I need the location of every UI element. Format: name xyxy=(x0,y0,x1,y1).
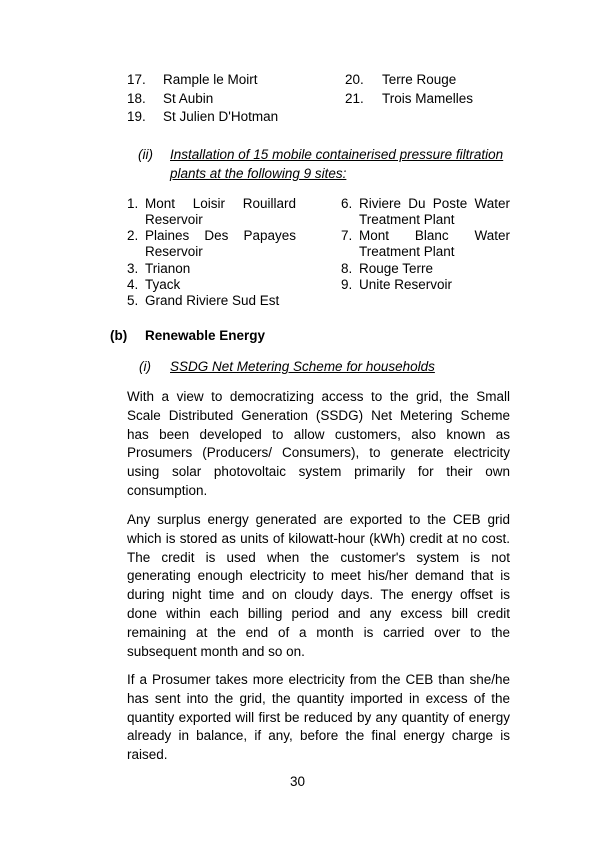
site-number: 2. xyxy=(127,228,139,243)
site-name-line2: Treatment Plant xyxy=(359,244,455,259)
site-name: Rouge Terre xyxy=(359,261,434,276)
site-name: Trianon xyxy=(145,261,191,276)
list-item: Trois Mamelles xyxy=(382,91,474,106)
paragraph-line: subsequent month and so on. xyxy=(127,643,305,659)
site-name-line2: Reservoir xyxy=(145,244,203,259)
site-number: 9. xyxy=(341,277,353,292)
body-paragraph xyxy=(127,511,510,661)
site-name-line2: Treatment Plant xyxy=(359,212,455,227)
site-name-line1: Riviere Du Poste Water xyxy=(359,196,510,211)
paragraph-line: Prosumers (Producers/ Consumers), to generate electricity xyxy=(127,445,510,461)
list-item: St Aubin xyxy=(163,91,214,106)
subsection-marker: (ii) xyxy=(138,147,153,162)
paragraph-line: remaining at the end of a month is carried over to the xyxy=(127,624,510,640)
paragraph-line: consumption. xyxy=(127,482,208,498)
paragraph-line: has sent into the grid, the quantity imported in excess of the xyxy=(127,690,510,706)
paragraph-line: raised. xyxy=(127,747,168,763)
paragraph-line: during night time and on cloudy days. The energy offset is xyxy=(127,587,510,603)
list-item: St Julien D'Hotman xyxy=(163,109,279,124)
section-title: Renewable Energy xyxy=(145,328,266,343)
subsection-title: SSDG Net Metering Scheme for households xyxy=(170,359,435,374)
site-number: 7. xyxy=(341,228,353,243)
subsection-title-line2: plants at the following 9 sites: xyxy=(170,166,347,181)
list-number: 21. xyxy=(345,91,364,106)
paragraph-line: Any surplus energy generated are exported to the CEB grid xyxy=(127,512,510,527)
site-name-line2: Reservoir xyxy=(145,212,203,227)
paragraph-line: If a Prosumer takes more electricity from the CEB than she/he xyxy=(127,672,510,687)
site-name: Grand Riviere Sud Est xyxy=(145,293,280,308)
body-paragraph xyxy=(127,388,510,501)
site-name-line1: Mont Blanc Water xyxy=(359,228,510,243)
subsection-title-line1: Installation of 15 mobile containerised pressure filtration xyxy=(170,147,504,162)
paragraph-line: generating enough electricity to meet his/her demand that is xyxy=(127,568,510,584)
body-paragraph xyxy=(127,671,510,765)
list-number: 18. xyxy=(127,91,146,106)
page-number: 30 xyxy=(290,774,306,789)
site-name-line1: Plaines Des Papayes xyxy=(145,228,296,243)
paragraph-line: has been developed to allow customers, also known as xyxy=(127,426,510,442)
site-number: 8. xyxy=(341,261,353,276)
list-number: 19. xyxy=(127,109,146,124)
site-number: 6. xyxy=(341,196,353,211)
subsection-marker: (i) xyxy=(139,359,151,374)
site-name-line1: Mont Loisir Rouillard xyxy=(145,196,296,211)
paragraph-line: Scale Distributed Generation (SSDG) Net Metering Scheme xyxy=(127,407,510,423)
list-number: 17. xyxy=(127,72,146,87)
paragraph-line: done within each billing period and any excess bill credit xyxy=(127,605,510,621)
site-number: 5. xyxy=(127,293,139,308)
site-name: Tyack xyxy=(145,277,181,292)
paragraph-line: The credit is used when the customer's system is not xyxy=(127,549,510,565)
site-name: Unite Reservoir xyxy=(359,277,453,292)
paragraph-line: With a view to democratizing access to the grid, the Small xyxy=(127,389,510,404)
site-number: 3. xyxy=(127,261,139,276)
list-number: 20. xyxy=(345,72,364,87)
section-marker: (b) xyxy=(110,328,128,343)
paragraph-line: already in balance, if any, before the final energy charge is xyxy=(127,728,510,744)
list-item: Rample le Moirt xyxy=(163,72,258,87)
paragraph-line: which is stored as units of kilowatt-hour (kWh) credit at no cost. xyxy=(127,530,510,546)
paragraph-line: using solar photovoltaic system primarily for their own xyxy=(127,464,510,480)
site-number: 1. xyxy=(127,196,139,211)
paragraph-line: quantity exported will first be reduced by any quantity of energy xyxy=(127,709,510,725)
site-number: 4. xyxy=(127,277,139,292)
list-item: Terre Rouge xyxy=(382,72,457,87)
